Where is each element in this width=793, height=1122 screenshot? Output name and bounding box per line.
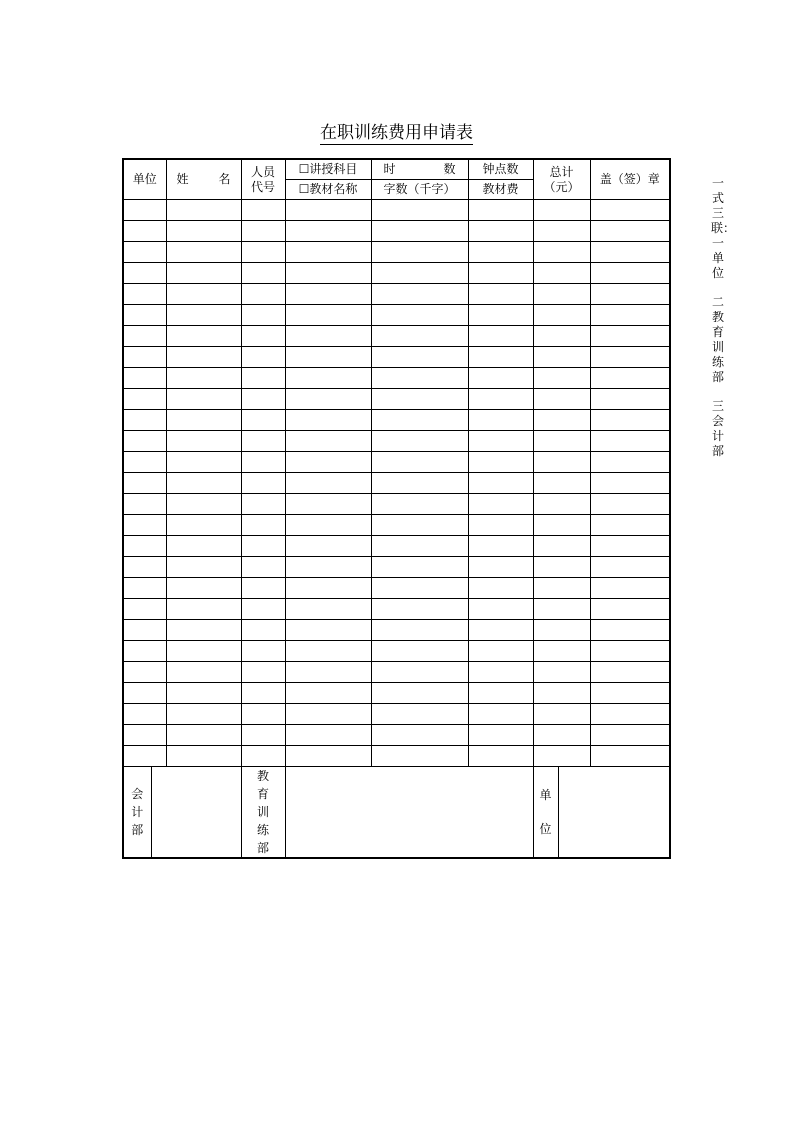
unit-cell[interactable] — [123, 599, 166, 620]
staff-id-cell[interactable] — [241, 494, 285, 515]
seal-header: 盖（签）章 — [590, 159, 670, 200]
name-cell[interactable] — [166, 557, 241, 578]
header-row-1 — [123, 159, 670, 180]
staff-id-cell[interactable] — [241, 662, 285, 683]
total-cell[interactable] — [533, 452, 590, 473]
name-cell[interactable] — [166, 494, 241, 515]
fee-cell[interactable] — [468, 704, 533, 725]
hours-cell[interactable] — [371, 557, 468, 578]
unit-cell[interactable] — [123, 305, 166, 326]
fee-cell[interactable] — [468, 683, 533, 704]
fee-cell[interactable] — [468, 599, 533, 620]
hours-cell[interactable] — [371, 326, 468, 347]
staff-id-cell[interactable] — [241, 326, 285, 347]
total-cell[interactable] — [533, 221, 590, 242]
subject-cell[interactable] — [285, 746, 371, 767]
entry-row — [123, 431, 670, 452]
unit-cell[interactable] — [123, 431, 166, 452]
hours-cell[interactable] — [371, 263, 468, 284]
name-cell[interactable] — [166, 704, 241, 725]
unit-cell[interactable] — [123, 473, 166, 494]
subject-cell[interactable] — [285, 725, 371, 746]
seal-cell[interactable] — [590, 494, 670, 515]
seal-cell[interactable] — [590, 242, 670, 263]
name-cell[interactable] — [166, 200, 241, 221]
staff-id-header: 人员 代号 — [241, 159, 285, 200]
unit-cell[interactable] — [123, 725, 166, 746]
seal-cell[interactable] — [590, 578, 670, 599]
name-cell[interactable] — [166, 221, 241, 242]
total-cell[interactable] — [533, 200, 590, 221]
fee-cell[interactable] — [468, 431, 533, 452]
copies-note: 一式三联：一单位 二教育训练部 三会计部 — [711, 176, 736, 458]
unit-cell[interactable] — [123, 452, 166, 473]
staff-id-cell[interactable] — [241, 515, 285, 536]
entry-row — [123, 683, 670, 704]
fee-cell[interactable] — [468, 221, 533, 242]
fee-cell[interactable] — [468, 368, 533, 389]
entry-row — [123, 284, 670, 305]
hours-cell[interactable] — [371, 431, 468, 452]
staff-id-cell[interactable] — [241, 557, 285, 578]
subject-cell[interactable] — [285, 284, 371, 305]
staff-id-cell[interactable] — [241, 473, 285, 494]
name-cell[interactable] — [166, 746, 241, 767]
staff-id-cell[interactable] — [241, 452, 285, 473]
subject-cell[interactable] — [285, 389, 371, 410]
entry-row — [123, 326, 670, 347]
fee-cell[interactable] — [468, 725, 533, 746]
fee-cell[interactable] — [468, 305, 533, 326]
fee-cell[interactable] — [468, 641, 533, 662]
seal-cell[interactable] — [590, 368, 670, 389]
name-header: 姓 名 — [166, 159, 241, 200]
total-cell[interactable] — [533, 242, 590, 263]
seal-cell[interactable] — [590, 536, 670, 557]
unit-cell[interactable] — [123, 662, 166, 683]
entry-row — [123, 473, 670, 494]
unit-cell[interactable] — [123, 221, 166, 242]
total-cell[interactable] — [533, 683, 590, 704]
unit-cell[interactable] — [123, 536, 166, 557]
fee-cell[interactable] — [468, 746, 533, 767]
hours-cell[interactable] — [371, 599, 468, 620]
entry-row — [123, 704, 670, 725]
form-title: 在职训练费用申请表 — [320, 123, 473, 143]
subject-cell[interactable] — [285, 641, 371, 662]
entry-row — [123, 620, 670, 641]
unit-cell[interactable] — [123, 389, 166, 410]
hours-cell[interactable] — [371, 704, 468, 725]
name-cell[interactable] — [166, 578, 241, 599]
total-header: 总计 （元） — [533, 159, 590, 200]
unit-cell[interactable] — [123, 410, 166, 431]
subject-cell[interactable] — [285, 578, 371, 599]
hours-cell[interactable] — [371, 473, 468, 494]
seal-cell[interactable] — [590, 662, 670, 683]
unit-cell[interactable] — [123, 515, 166, 536]
seal-cell[interactable] — [590, 221, 670, 242]
hours-cell[interactable] — [371, 347, 468, 368]
total-cell[interactable] — [533, 641, 590, 662]
unit-cell[interactable] — [123, 557, 166, 578]
name-cell[interactable] — [166, 641, 241, 662]
total-cell[interactable] — [533, 347, 590, 368]
entry-row — [123, 599, 670, 620]
subject-cell[interactable] — [285, 683, 371, 704]
subject-cell[interactable] — [285, 515, 371, 536]
total-cell[interactable] — [533, 746, 590, 767]
total-cell[interactable] — [533, 368, 590, 389]
unit-cell[interactable] — [123, 368, 166, 389]
staff-id-cell[interactable] — [241, 347, 285, 368]
seal-cell[interactable] — [590, 431, 670, 452]
entry-row — [123, 305, 670, 326]
seal-cell[interactable] — [590, 473, 670, 494]
hours-cell[interactable] — [371, 578, 468, 599]
seal-cell[interactable] — [590, 599, 670, 620]
total-cell[interactable] — [533, 578, 590, 599]
subject-cell[interactable] — [285, 221, 371, 242]
unit-cell[interactable] — [123, 641, 166, 662]
total-cell[interactable] — [533, 536, 590, 557]
total-cell[interactable] — [533, 599, 590, 620]
total-cell[interactable] — [533, 431, 590, 452]
seal-cell[interactable] — [590, 704, 670, 725]
staff-id-cell[interactable] — [241, 683, 285, 704]
total-cell[interactable] — [533, 725, 590, 746]
fee-cell[interactable] — [468, 515, 533, 536]
entry-row — [123, 578, 670, 599]
name-cell[interactable] — [166, 263, 241, 284]
unit-cell[interactable] — [123, 326, 166, 347]
name-cell[interactable] — [166, 515, 241, 536]
unit-cell[interactable] — [123, 746, 166, 767]
word-count-header: 字数（千字） — [371, 180, 468, 200]
seal-cell[interactable] — [590, 326, 670, 347]
hours-cell[interactable] — [371, 641, 468, 662]
seal-cell[interactable] — [590, 746, 670, 767]
staff-id-cell[interactable] — [241, 746, 285, 767]
subject-cell[interactable] — [285, 200, 371, 221]
subject-cell[interactable] — [285, 599, 371, 620]
hours-cell[interactable] — [371, 494, 468, 515]
fee-cell[interactable] — [468, 557, 533, 578]
seal-cell[interactable] — [590, 557, 670, 578]
hours-cell[interactable] — [371, 242, 468, 263]
total-cell[interactable] — [533, 389, 590, 410]
application-table — [122, 158, 671, 859]
unit-cell[interactable] — [123, 620, 166, 641]
name-cell[interactable] — [166, 242, 241, 263]
entry-row — [123, 263, 670, 284]
fee-cell[interactable] — [468, 347, 533, 368]
fee-cell[interactable] — [468, 263, 533, 284]
name-cell[interactable] — [166, 473, 241, 494]
hours-header: 时 数 — [371, 159, 468, 180]
name-cell[interactable] — [166, 620, 241, 641]
entry-row — [123, 389, 670, 410]
name-cell[interactable] — [166, 410, 241, 431]
staff-id-cell[interactable] — [241, 578, 285, 599]
staff-id-cell[interactable] — [241, 305, 285, 326]
unit-cell[interactable] — [123, 200, 166, 221]
subject-cell[interactable] — [285, 536, 371, 557]
entry-row — [123, 725, 670, 746]
subject-cell[interactable] — [285, 326, 371, 347]
total-cell[interactable] — [533, 305, 590, 326]
name-cell[interactable] — [166, 452, 241, 473]
staff-id-cell[interactable] — [241, 620, 285, 641]
name-cell[interactable] — [166, 347, 241, 368]
staff-id-cell[interactable] — [241, 284, 285, 305]
fee-cell[interactable] — [468, 326, 533, 347]
entry-row — [123, 557, 670, 578]
staff-id-cell[interactable] — [241, 725, 285, 746]
seal-cell[interactable] — [590, 683, 670, 704]
staff-id-cell[interactable] — [241, 431, 285, 452]
training-label: 教育训练部 — [241, 767, 285, 859]
subject-cell[interactable] — [285, 347, 371, 368]
hours-cell[interactable] — [371, 662, 468, 683]
unit-sign-field[interactable] — [558, 767, 670, 859]
entry-row — [123, 242, 670, 263]
name-cell[interactable] — [166, 536, 241, 557]
name-cell[interactable] — [166, 683, 241, 704]
entry-row — [123, 641, 670, 662]
staff-id-cell[interactable] — [241, 368, 285, 389]
unit-label: 单位 — [533, 767, 558, 859]
name-cell[interactable] — [166, 389, 241, 410]
name-cell[interactable] — [166, 599, 241, 620]
accounting-label: 会计部 — [123, 767, 151, 859]
name-cell[interactable] — [166, 305, 241, 326]
entry-row — [123, 410, 670, 431]
entry-row — [123, 347, 670, 368]
seal-cell[interactable] — [590, 641, 670, 662]
fee-cell[interactable] — [468, 473, 533, 494]
unit-cell[interactable] — [123, 263, 166, 284]
staff-id-cell[interactable] — [241, 599, 285, 620]
material-checkbox-label[interactable]: ☐教材名称 — [285, 180, 371, 200]
total-cell[interactable] — [533, 326, 590, 347]
signature-row — [123, 767, 670, 859]
name-cell[interactable] — [166, 662, 241, 683]
accounting-sign-field[interactable] — [151, 767, 241, 859]
subject-cell[interactable] — [285, 431, 371, 452]
hours-cell[interactable] — [371, 683, 468, 704]
subject-cell[interactable] — [285, 452, 371, 473]
fee-cell[interactable] — [468, 284, 533, 305]
staff-id-cell[interactable] — [241, 263, 285, 284]
staff-id-cell[interactable] — [241, 200, 285, 221]
entry-row — [123, 221, 670, 242]
hours-cell[interactable] — [371, 200, 468, 221]
fee-cell[interactable] — [468, 389, 533, 410]
entry-row — [123, 515, 670, 536]
subject-cell[interactable] — [285, 473, 371, 494]
entry-row — [123, 662, 670, 683]
seal-cell[interactable] — [590, 200, 670, 221]
hours-cell[interactable] — [371, 221, 468, 242]
hours-cell[interactable] — [371, 452, 468, 473]
unit-header: 单位 — [123, 159, 166, 200]
subject-cell[interactable] — [285, 368, 371, 389]
seal-cell[interactable] — [590, 410, 670, 431]
seal-cell[interactable] — [590, 620, 670, 641]
unit-cell[interactable] — [123, 578, 166, 599]
hours-cell[interactable] — [371, 620, 468, 641]
subject-cell[interactable] — [285, 263, 371, 284]
material-fee-header: 教材费 — [468, 180, 533, 200]
staff-id-cell[interactable] — [241, 221, 285, 242]
name-cell[interactable] — [166, 326, 241, 347]
unit-cell[interactable] — [123, 704, 166, 725]
subject-cell[interactable] — [285, 242, 371, 263]
seal-cell[interactable] — [590, 725, 670, 746]
fee-cell[interactable] — [468, 410, 533, 431]
total-cell[interactable] — [533, 284, 590, 305]
hours-cell[interactable] — [371, 725, 468, 746]
seal-cell[interactable] — [590, 305, 670, 326]
unit-cell[interactable] — [123, 494, 166, 515]
hours-cell[interactable] — [371, 536, 468, 557]
name-cell[interactable] — [166, 431, 241, 452]
fee-cell[interactable] — [468, 200, 533, 221]
entry-row — [123, 746, 670, 767]
total-cell[interactable] — [533, 704, 590, 725]
hours-cell[interactable] — [371, 284, 468, 305]
staff-id-cell[interactable] — [241, 389, 285, 410]
hours-cell[interactable] — [371, 305, 468, 326]
unit-cell[interactable] — [123, 683, 166, 704]
subject-cell[interactable] — [285, 305, 371, 326]
subject-cell[interactable] — [285, 494, 371, 515]
subject-cell[interactable] — [285, 704, 371, 725]
name-cell[interactable] — [166, 368, 241, 389]
total-cell[interactable] — [533, 662, 590, 683]
fee-per-hour-header: 钟点数 — [468, 159, 533, 180]
total-cell[interactable] — [533, 263, 590, 284]
entry-row — [123, 452, 670, 473]
seal-cell[interactable] — [590, 284, 670, 305]
subject-cell[interactable] — [285, 557, 371, 578]
total-cell[interactable] — [533, 494, 590, 515]
fee-cell[interactable] — [468, 452, 533, 473]
seal-cell[interactable] — [590, 515, 670, 536]
hours-cell[interactable] — [371, 410, 468, 431]
total-cell[interactable] — [533, 620, 590, 641]
staff-id-cell[interactable] — [241, 410, 285, 431]
entry-row — [123, 368, 670, 389]
unit-cell[interactable] — [123, 347, 166, 368]
staff-id-cell[interactable] — [241, 536, 285, 557]
subject-checkbox-label[interactable]: ☐讲授科目 — [285, 159, 371, 180]
total-cell[interactable] — [533, 515, 590, 536]
unit-cell[interactable] — [123, 284, 166, 305]
seal-cell[interactable] — [590, 389, 670, 410]
entry-row — [123, 494, 670, 515]
staff-id-cell[interactable] — [241, 641, 285, 662]
seal-cell[interactable] — [590, 263, 670, 284]
subject-cell[interactable] — [285, 662, 371, 683]
hours-cell[interactable] — [371, 368, 468, 389]
total-cell[interactable] — [533, 473, 590, 494]
subject-cell[interactable] — [285, 620, 371, 641]
entry-row — [123, 536, 670, 557]
name-cell[interactable] — [166, 725, 241, 746]
fee-cell[interactable] — [468, 536, 533, 557]
unit-cell[interactable] — [123, 242, 166, 263]
fee-cell[interactable] — [468, 620, 533, 641]
name-cell[interactable] — [166, 284, 241, 305]
seal-cell[interactable] — [590, 452, 670, 473]
fee-cell[interactable] — [468, 494, 533, 515]
hours-cell[interactable] — [371, 746, 468, 767]
total-cell[interactable] — [533, 557, 590, 578]
total-cell[interactable] — [533, 410, 590, 431]
entry-row — [123, 200, 670, 221]
fee-cell[interactable] — [468, 242, 533, 263]
hours-cell[interactable] — [371, 515, 468, 536]
fee-cell[interactable] — [468, 578, 533, 599]
seal-cell[interactable] — [590, 347, 670, 368]
staff-id-cell[interactable] — [241, 242, 285, 263]
fee-cell[interactable] — [468, 662, 533, 683]
hours-cell[interactable] — [371, 389, 468, 410]
subject-cell[interactable] — [285, 410, 371, 431]
training-sign-field[interactable] — [285, 767, 533, 859]
staff-id-cell[interactable] — [241, 704, 285, 725]
